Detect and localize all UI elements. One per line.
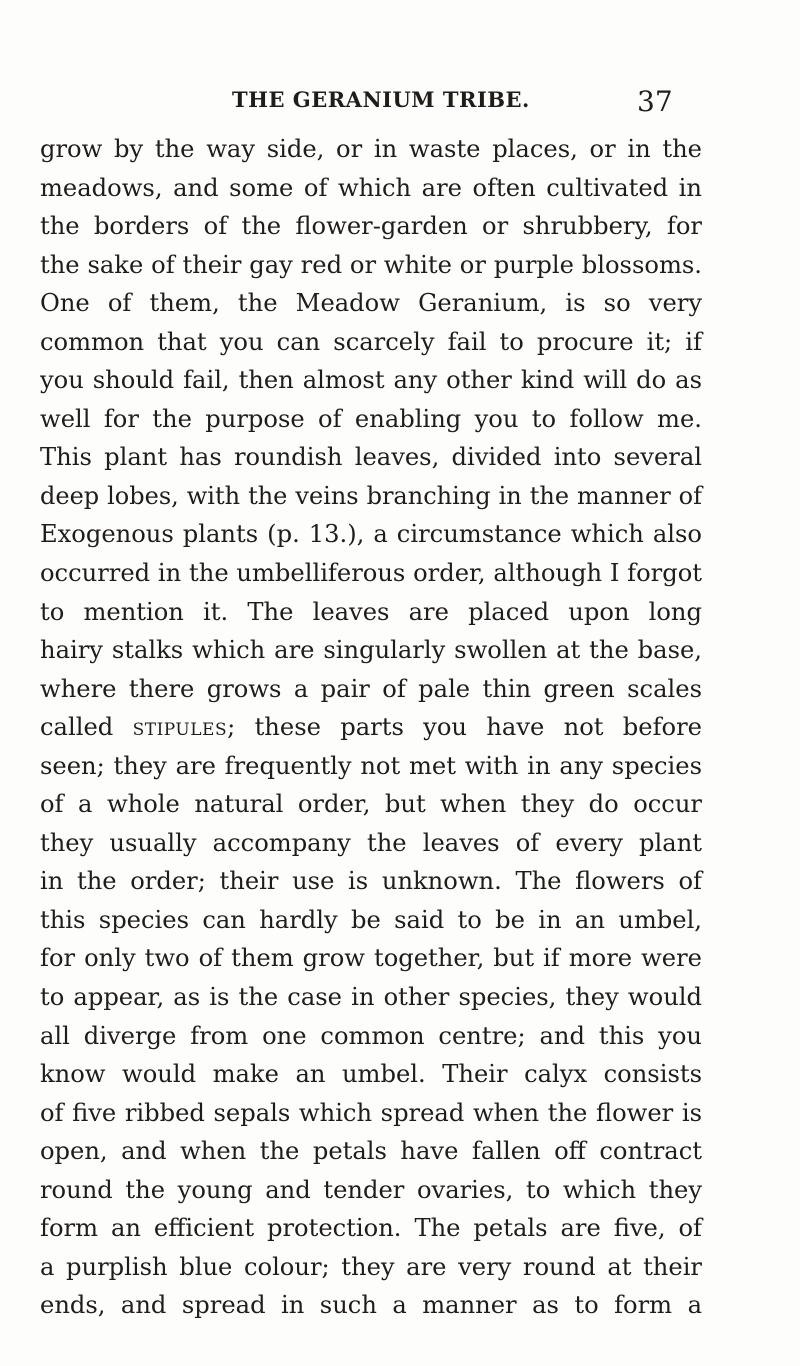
text-line: know would make an umbel. Their calyx consists	[40, 1060, 702, 1089]
text-line: where there grows a pair of pale thin green scales	[40, 674, 702, 703]
text-segment: called	[40, 713, 114, 742]
text-line: the borders of the flower-garden or shrubbery, for	[40, 212, 702, 241]
text-line: a purplish blue colour; they are very round at their	[40, 1252, 702, 1281]
text-line-stipules	[40, 708, 702, 747]
text-line: the sake of their gay red or white or purple blossoms.	[40, 250, 702, 279]
text-line: This plant has roundish leaves, divided into several	[40, 443, 702, 472]
text-line: One of them, the Meadow Geranium, is so very	[40, 289, 702, 318]
text-line: of a whole natural order, but when they do occur	[40, 790, 702, 819]
text-line: seen; they are frequently not met with in any species	[40, 751, 702, 780]
text-line: form an efficient protection. The petals are five, of	[40, 1214, 702, 1243]
text-line: hairy stalks which are singularly swollen at the base,	[40, 636, 702, 665]
page-number: 37	[637, 85, 673, 118]
text-line: to mention it. The leaves are placed upon long	[40, 597, 702, 626]
text-line: meadows, and some of which are often cultivated in	[40, 173, 702, 202]
defined-term: stipules	[132, 713, 228, 742]
body-text	[40, 130, 702, 1350]
text-line: deep lobes, with the veins branching in the manner of	[40, 481, 702, 510]
text-line: you should fail, then almost any other kind will do as	[40, 366, 702, 395]
text-line: ends, and spread in such a manner as to form a	[40, 1291, 702, 1320]
text-line: all diverge from one common centre; and this you	[40, 1021, 702, 1050]
text-line: in the order; their use is unknown. The flowers of	[40, 867, 702, 896]
text-line: grow by the way side, or in waste places, or in the	[40, 135, 702, 163]
text-line: for only two of them grow together, but if more were	[40, 944, 702, 973]
text-line: open, and when the petals have fallen off contract	[40, 1137, 702, 1166]
text-line: round the young and tender ovaries, to which they	[40, 1175, 702, 1204]
text-line: Exogenous plants (p. 13.), a circumstance which also	[40, 520, 702, 549]
running-head	[0, 85, 800, 119]
text-line: occurred in the umbelliferous order, although I forgot	[40, 559, 702, 588]
text-line: they usually accompany the leaves of every plant	[40, 828, 702, 857]
text-line: to appear, as is the case in other species, they would	[40, 983, 702, 1012]
text-segment: ; these parts you have not before	[227, 713, 702, 742]
running-title: THE GERANIUM TRIBE.	[232, 87, 530, 112]
text-line: of five ribbed sepals which spread when the flower is	[40, 1098, 702, 1127]
text-line: this species can hardly be said to be in an umbel,	[40, 905, 702, 934]
text-line: well for the purpose of enabling you to follow me.	[40, 404, 702, 433]
text-line: common that you can scarcely fail to procure it; if	[40, 327, 702, 356]
